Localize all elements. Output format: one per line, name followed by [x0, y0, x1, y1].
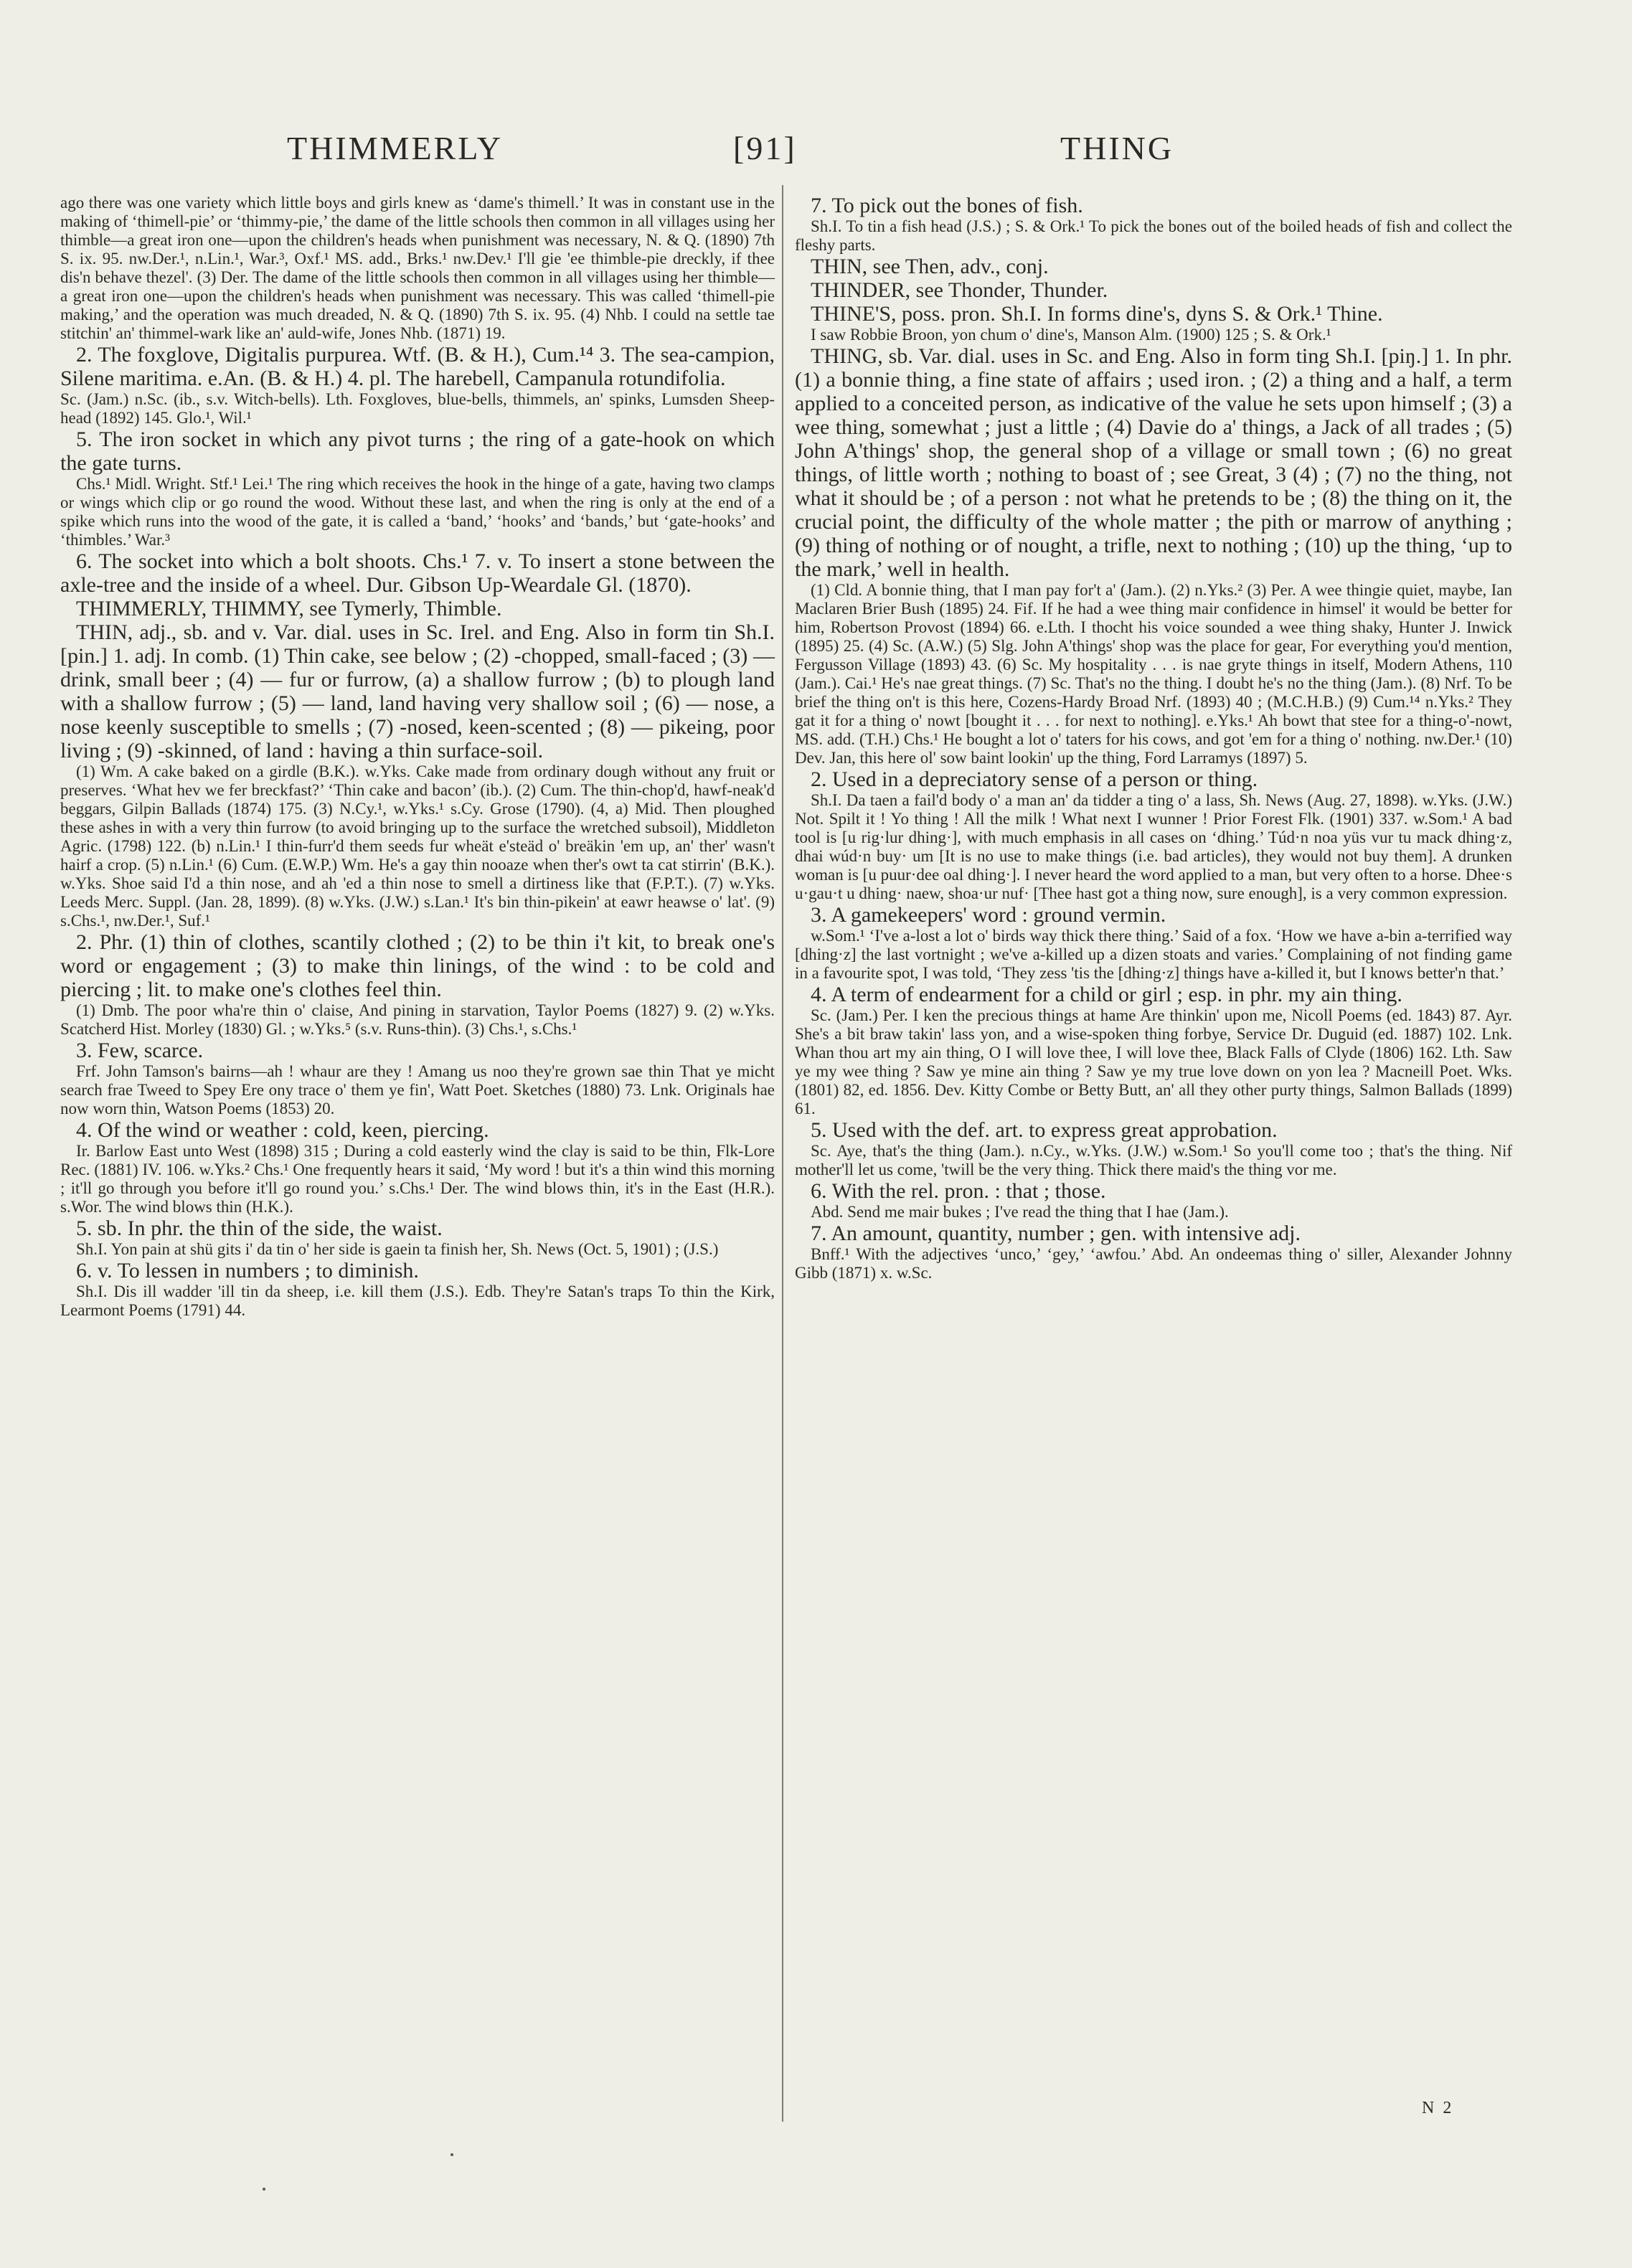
citation-paragraph: ago there was one variety which little boys and girls knew as ‘dame's thimell.’ It was in constant use in the making of ‘thimell-pie’ or ‘thimmy-pie,’ the dame of the little schools then common in all villages using her thimble—a great iron one—upon the children's heads when punishment was necessary, N. & Q. (1890) 7th S. ix. 95. nw.Der.¹, n.Lin.¹, War.³, Oxf.¹ MS. add., Brks.¹ nw.Dev.¹ I'll gie 'ee thimble-pie dreckly, if thee dis'n behave thezel'. (3) Der. The dame of the little schools then common in all villages using her thimble—a great iron one—upon the children's heads when punishment was necessary. This was called ‘thimell-pie making,’ and the operation was much dreaded, N. & Q. (1890) 7th S. ix. 95. (4) Nhb. I could na settle tae stitchin' an' thimmel-wark like an' auld-wife, Jones Nhb. (1871) 19. [60, 194, 775, 342]
definition-paragraph: THIN, adj., sb. and v. Var. dial. uses in Sc. Irel. and Eng. Also in form tin Sh.I. [pin.] 1. adj. In comb. (1) Thin cake, see below ; (2) -chopped, small-faced ; (3) — drink, small beer ; (4) — fur or furrow, (a) a shallow furrow ; (b) to plough land with a shallow furrow ; (5) — land, land having very shallow soil ; (6) — nose, a nose keenly susceptible to smells ; (7) -nosed, keen-scented ; (8) — pikeing, poor living ; (9) -skinned, of land : having a thin surface-soil. [60, 620, 775, 762]
running-head [0, 123, 1632, 174]
column-divider [782, 185, 783, 2122]
citation-paragraph: Chs.¹ Midl. Wright. Stf.¹ Lei.¹ The ring which receives the hook in the hinge of a gate, having two clamps or wings which clip or go round the wood. Without these last, and when the ring is only at the end of a spike which runs into the wood of the gate, it is called a ‘band,’ ‘hooks’ and ‘bands,’ but ‘gate-hooks’ and ‘thimbles.’ War.³ [60, 475, 775, 549]
citation-paragraph: Frf. John Tamson's bairns—ah ! whaur are they ! Amang us noo they're grown sae thin That ye micht search frae Tweed to Spey Ere ony trace o' them ye fin', Watt Poet. Sketches (1880) 73. Lnk. Originals hae now worn thin, Watson Poems (1853) 20. [60, 1062, 775, 1118]
definition-paragraph: THING, sb. Var. dial. uses in Sc. and Eng. Also in form ting Sh.I. [piŋ.] 1. In phr. (1) a bonnie thing, a fine state of affairs ; used iron. ; (2) a thing and a half, a term applied to a conceited person, as indicative of the value he sets upon himself ; (3) a wee thing, somewhat ; just a little ; (4) Davie do a' things, a Jack of all trades ; (5) John A'things' shop, the general shop of a village or small town ; (6) no great things, of little worth ; nothing to boast of ; see Great, 3 (4) ; (7) no the thing, not what it should be ; of a person : not what he pretends to be ; (8) the thing on it, the crucial point, the difficulty of the whole matter ; the pith or marrow of anything ; (9) thing of nothing or of nought, a trifle, next to nothing ; (10) up the thing, ‘up to the mark,’ well in health. [795, 344, 1512, 581]
definition-paragraph: 3. A gamekeepers' word : ground vermin. [811, 903, 1166, 927]
definition-paragraph: 2. Phr. (1) thin of clothes, scantily clothed ; (2) to be thin i't kit, to break one's word or engagement ; (3) to make thin linings, of the wind : to be cold and piercing ; lit. to make one's clothes feel thin. [60, 930, 775, 1001]
definition-paragraph: 6. v. To lessen in numbers ; to diminish. [76, 1259, 419, 1282]
speck [263, 2188, 265, 2191]
cross-reference-entry: THIN, see Then, adv., conj. [811, 255, 1049, 278]
citation-paragraph: Sh.I. To tin a fish head (J.S.) ; S. & Ork.¹ To pick the bones out of the boiled heads of fish and collect the fleshy parts. [795, 217, 1512, 254]
citation-paragraph: Sh.I. Da taen a fail'd body o' a man an' da tidder a ting o' a lass, Sh. News (Aug. 27, 1898). w.Yks. (J.W.) Not. Spilt it ! Yo thing ! All the milk ! What next I wunner ! Prior Forest Flk. (1901) 337. w.Som.¹ A bad tool is [u rig·lur dhing·], with much emphasis in all cases on ‘dhing.’ Túd·n noa yüs vur tu mack dhing·z, dhai wúd·n buy· um [It is no use to make things (i.e. bad articles), they would not buy them]. A drunken woman is [u puur·dee oal dhing·]. I never heard the word applied to a man, but very often to a horse. Dhee·s u·gau·t u dhing· naew, shoa·ur nuf· [Thee hast got a thing now, sure enough], is a very common expression. [795, 791, 1512, 902]
cross-reference-entry: THINDER, see Thonder, Thunder. [811, 278, 1108, 302]
definition-paragraph: 2. The foxglove, Digitalis purpurea. Wtf. (B. & H.), Cum.¹⁴ 3. The sea-campion, Silene maritima. e.An. (B. & H.) 4. pl. The harebell, Campanula rotundifolia. [60, 343, 775, 390]
definition-paragraph: 4. Of the wind or weather : cold, keen, piercing. [76, 1118, 489, 1142]
citation-paragraph: w.Som.¹ ‘I've a-lost a lot o' birds way thick there thing.’ Said of a fox. ‘How we have a-bin a-terrified way [dhing·z] the last vortnight ; we've a-killed up a dizen stoats and varies.’ Complaining of not finding game in a favourite spot, I was told, ‘They zess 'tis the [dhing·z] things have a-killed it, but I knows better'n that.’ [795, 927, 1512, 982]
citation-paragraph: Sh.I. Dis ill wadder 'ill tin da sheep, i.e. kill them (J.S.). Edb. They're Satan's traps To thin the Kirk, Learmont Poems (1791) 44. [60, 1282, 775, 1319]
definition-paragraph: 6. With the rel. pron. : that ; those. [811, 1179, 1106, 1203]
citation-paragraph: Ir. Barlow East unto West (1898) 315 ; During a cold easterly wind the clay is said to be thin, Flk-Lore Rec. (1881) IV. 106. w.Yks.² Chs.¹ One frequently hears it said, ‘My word ! but it's a thin wind this morning ; it'll go through you before it'll go round you.’ s.Chs.¹ Der. The wind blows thin, it's in the East (H.R.). s.Wor. The wind blows thin (H.K.). [60, 1142, 775, 1216]
definition-paragraph: 5. The iron socket in which any pivot turns ; the ring of a gate-hook on which the gate turns. [60, 427, 775, 475]
definition-paragraph: 3. Few, scarce. [76, 1039, 204, 1062]
citation-paragraph: I saw Robbie Broon, yon chum o' dine's, Manson Alm. (1900) 125 ; S. & Ork.¹ [811, 326, 1331, 344]
citation-paragraph: Bnff.¹ With the adjectives ‘unco,’ ‘gey,’ ‘awfou.’ Abd. An ondeemas thing o' siller, Alexander Johnny Gibb (1871) x. w.Sc. [795, 1245, 1512, 1282]
right-column [795, 194, 1512, 1282]
page-number: [91] [733, 130, 797, 166]
definition-paragraph: 5. sb. In phr. the thin of the side, the waist. [76, 1216, 443, 1240]
definition-paragraph: 5. Used with the def. art. to express great approbation. [811, 1118, 1278, 1142]
definition-paragraph: 4. A term of endearment for a child or girl ; esp. in phr. my ain thing. [811, 983, 1402, 1006]
citation-paragraph: Sc. (Jam.) Per. I ken the precious things at hame Are thinkin' upon me, Nicoll Poems (ed. 1843) 87. Ayr. She's a bit braw takin' lass yon, and a wise-spoken thing forbye, Service Dr. Duguid (ed. 1887) 102. Lnk. Whan thou art my ain thing, O I will love thee, I will love thee, Black Falls of Clyde (1806) 162. Lth. Saw ye my wee thing ? Saw ye mine ain thing ? Saw ye my true love down on yon lea ? Macneill Poet. Wks. (1801) 82, ed. 1856. Dev. Kitty Combe or Betty Butt, an' all they other purty things, Salmon Ballads (1899) 61. [795, 1006, 1512, 1118]
cross-reference-entry: THIMMERLY, THIMMY, see Tymerly, Thimble. [76, 597, 502, 620]
citation-paragraph: Sc. Aye, that's the thing (Jam.). n.Cy., w.Yks. (J.W.) w.Som.¹ So you'll come too ; that's the thing. Nif mother'll let us come, 'twill be the very thing. Thick there maid's the thing vor me. [795, 1142, 1512, 1178]
definition-paragraph: 2. Used in a depreciatory sense of a person or thing. [811, 767, 1258, 791]
citation-paragraph: Sc. (Jam.) n.Sc. (ib., s.v. Witch-bells). Lth. Foxgloves, blue-bells, thimmels, an' spinks, Lumsden Sheep-head (1892) 145. Glo.¹, Wil.¹ [60, 390, 775, 427]
definition-paragraph: 7. To pick out the bones of fish. [811, 194, 1083, 217]
running-head-left: THIMMERLY [287, 130, 503, 166]
definition-paragraph: THINE'S, poss. pron. Sh.I. In forms dine's, dyns S. & Ork.¹ Thine. [811, 302, 1383, 326]
running-head-right: THING [1060, 130, 1174, 166]
definition-paragraph: 7. An amount, quantity, number ; gen. with intensive adj. [811, 1222, 1301, 1245]
citation-paragraph: Abd. Send me mair bukes ; I've read the thing that I hae (Jam.). [811, 1203, 1229, 1221]
left-column [60, 194, 775, 1320]
citation-paragraph: (1) Dmb. The poor wha're thin o' claise, And pining in starvation, Taylor Poems (1827) 9. (2) w.Yks. Scatcherd Hist. Morley (1830) Gl. ; w.Yks.⁵ (s.v. Runs-thin). (3) Chs.¹, s.Chs.¹ [60, 1001, 775, 1038]
signature-mark: N 2 [1422, 2099, 1454, 2117]
definition-paragraph: 6. The socket into which a bolt shoots. Chs.¹ 7. v. To insert a stone between the axle-tree and the inside of a wheel. Dur. Gibson Up-Weardale Gl. (1870). [60, 549, 775, 597]
citation-paragraph: (1) Wm. A cake baked on a girdle (B.K.). w.Yks. Cake made from ordinary dough without any fruit or preserves. ‘What hev we fer breckfast?’ ‘Thin cake and bacon’ (ib.). (2) Cum. The thin-chop'd, hawf-neak'd beggars, Gilpin Ballads (1874) 175. (3) N.Cy.¹, w.Yks.¹ s.Cy. Grose (1790). (4, a) Mid. Then ploughed these ashes in with a very thin furrow (to avoid bringing up to the surface the wretched subsoil), Middleton Agric. (1798) 122. (b) n.Lin.¹ I thin-furr'd them seeds fur wheät e'steäd o' breäkin 'em up, an' ther' wasn't hairf a crop. (5) n.Lin.¹ (6) Cum. (E.W.P.) Wm. He's a gay thin nooaze when ther's owt ta cat stirrin' (B.K.). w.Yks. Shoe said I'd a thin nose, and ah 'ed a thin nose to smell a dirtiness like that (F.P.T.). (7) w.Yks. Leeds Merc. Suppl. (Jan. 28, 1899). (8) w.Yks. (J.W.) s.Lan.¹ It's bin thin-pikein' at eawr heawse o' lat'. (9) s.Chs.¹, nw.Der.¹, Suf.¹ [60, 762, 775, 930]
citation-paragraph: Sh.I. Yon pain at shü gits i' da tin o' her side is gaein ta finish her, Sh. News (Oct. 5, 1901) ; (J.S.) [76, 1240, 719, 1258]
speck [451, 2153, 453, 2156]
citation-paragraph: (1) Cld. A bonnie thing, that I man pay for't a' (Jam.). (2) n.Yks.² (3) Per. A wee thingie quiet, maybe, Ian Maclaren Brier Bush (1895) 24. Fif. If he had a wee thing mair confidence in himsel' it would be better for him, Robertson Provost (1894) 66. e.Lth. I thocht his voice sounded a wee thing shaky, Hunter J. Inwick (1895) 25. (4) Sc. (A.W.) (5) Slg. John A'things' shop was the place for gear, For everything you'd mention, Fergusson Village (1893) 43. (6) Sc. My hospitality . . . is nae gryte things in itself, Modern Athens, 110 (Jam.). Cai.¹ He's nae great things. (7) Sc. That's no the thing. I doubt he's no the thing (Jam.). (8) Nrf. To be brief the thing on't is this here, Cozens-Hardy Broad Nrf. (1893) 40 ; (M.C.H.B.) (9) Cum.¹⁴ n.Yks.² They gat it for a thing o' nowt [bought it . . . for next to nothing]. e.Yks.¹ Ah bowt that stee for a thing-o'-nowt, MS. add. (T.H.) Chs.¹ He bought a lot o' taters for his cows, and got 'em for a thing o' nothing. nw.Der.¹ (10) Dev. Jan, this here ol' sow baint lookin' up the thing, Ford Larramys (1897) 5. [795, 581, 1512, 767]
